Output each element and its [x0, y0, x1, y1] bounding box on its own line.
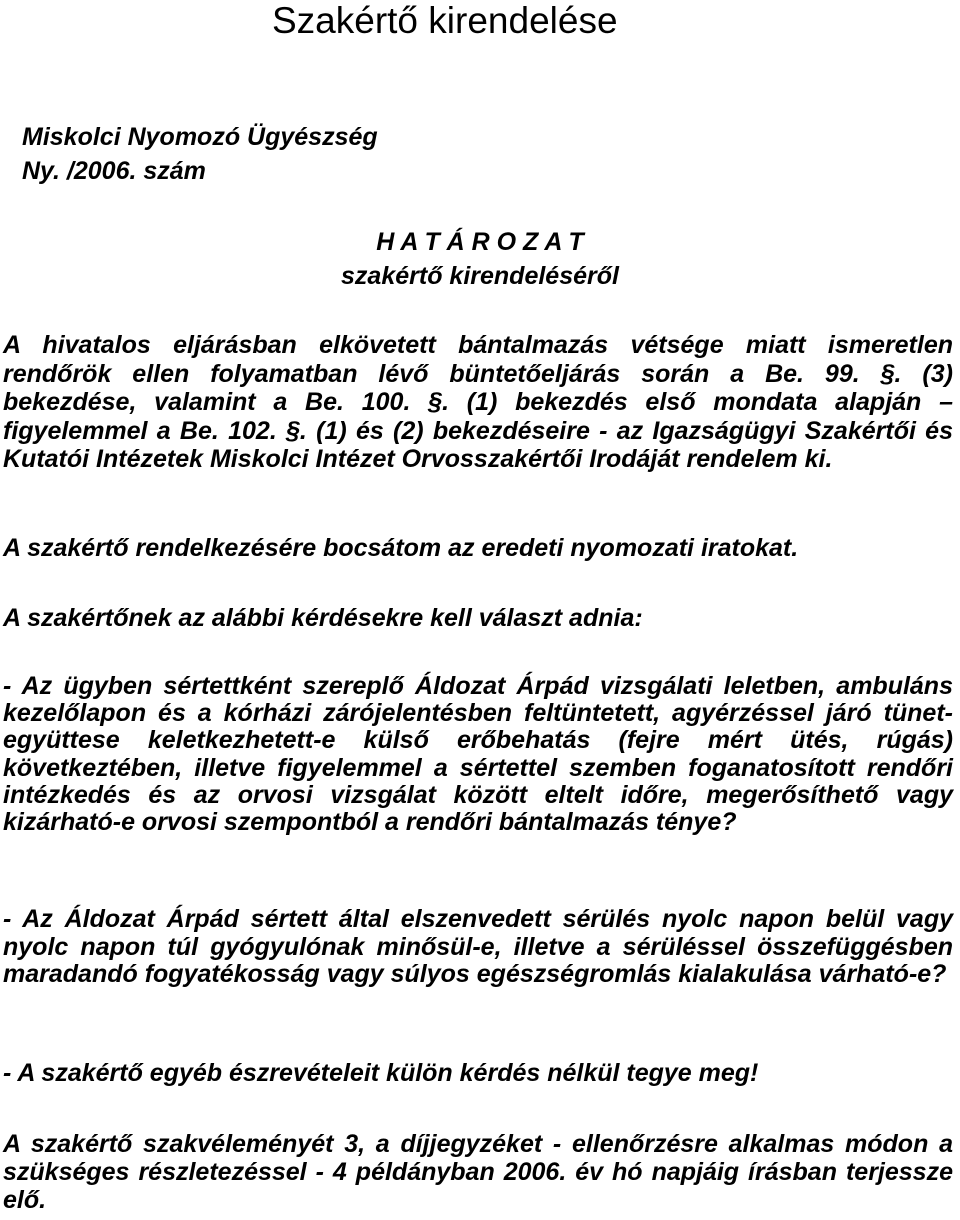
paragraph-deadline: A szakértő szakvéleményét 3, a díjjegyzéket - ellenőrzésre alkalmas módon a szükséges részletezéssel - 4 példányban 2006. év hó napjáig írásban terjessze elő.: [3, 1130, 953, 1214]
case-number: Ny. /2006. szám: [22, 157, 206, 185]
paragraph-appointment: A hivatalos eljárásban elkövetett bántalmazás vétsége miatt ismeretlen rendőrök ellen folyamatban lévő büntetőeljárás során a Be. 99. §. (3) bekezdése, valamint a Be. 100. §. (1) bekezdés első mondata alapján – figyelemmel a Be. 102. §. (1) és (2) bekezdéseire - az Igazságügyi Szakértői és Kutatói Intézetek Miskolci Intézet Orvosszakértői Irodáját rendelem ki.: [3, 331, 953, 473]
decision-heading: H A T Á R O Z A T: [376, 228, 584, 256]
decision-subheading: szakértő kirendeléséről: [341, 262, 619, 290]
prosecutor-office: Miskolci Nyomozó Ügyészség: [22, 123, 378, 151]
paragraph-documents: A szakértő rendelkezésére bocsátom az eredeti nyomozati iratokat.: [3, 534, 799, 562]
document-title: Szakértő kirendelése: [272, 0, 618, 41]
question-3: - A szakértő egyéb észrevételeit külön kérdés nélkül tegye meg!: [3, 1059, 759, 1087]
paragraph-questions-intro: A szakértőnek az alábbi kérdésekre kell választ adnia:: [3, 604, 643, 632]
question-1: - Az ügyben sértettként szereplő Áldozat Árpád vizsgálati leletben, ambuláns kezelőlapon és a kórházi zárójelentésben feltüntetett, agyérzéssel járó tünet-együttese keletkezhetett-e külső erőbehatás (fejre mért ütés, rúgás) következtében, illetve figyelemmel a sértettel szemben foganatosított rendőri intézkedés és az orvosi vizsgálat között eltelt időre, megerősíthető vagy kizárható-e orvosi szempontból a rendőri bántalmazás ténye?: [3, 672, 953, 837]
question-2: - Az Áldozat Árpád sértett által elszenvedett sérülés nyolc napon belül vagy nyolc napon túl gyógyulónak minősül-e, illetve a sérüléssel összefüggésben maradandó fogyatékosság vagy súlyos egészségromlás kialakulása várható-e?: [3, 905, 953, 988]
